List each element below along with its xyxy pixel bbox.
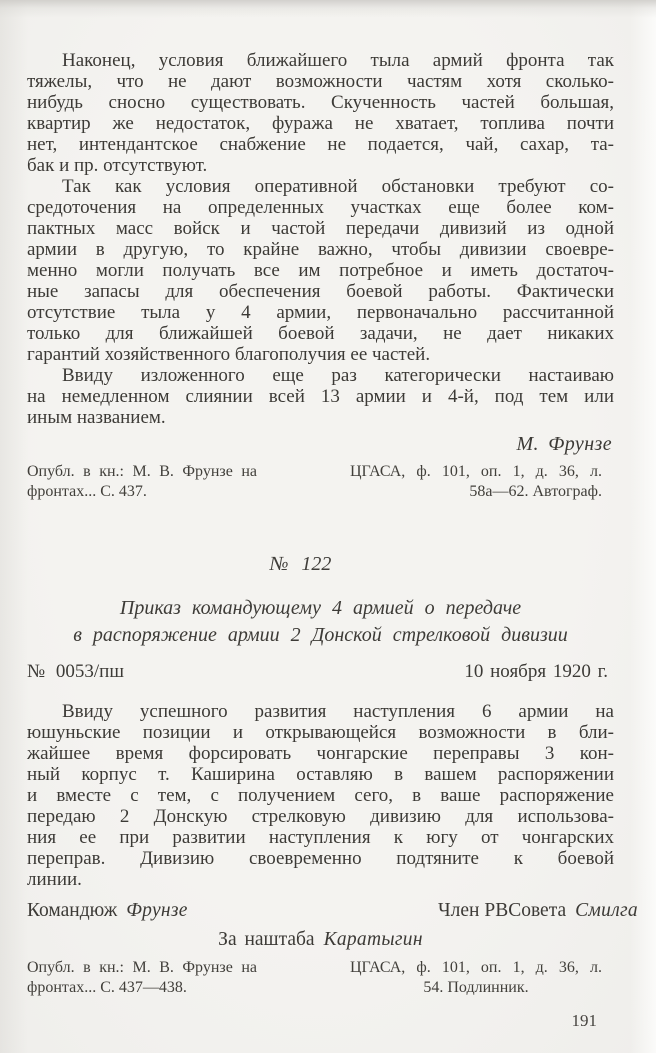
text-line: только для ближайшей боевой задачи, не дает никаких [27,323,614,344]
doc121-paragraph-3 [27,365,614,428]
text-line: передаю 2 Донскую стрелковую дивизию для использова- [27,806,614,827]
signature-name: Фрунзе [126,900,188,921]
text-line: переправ. Дивизию своевременно подтяните к боевой [27,848,614,869]
doc122-archive-reference [350,958,602,998]
signature-name: Каратыгин [323,929,423,950]
doc122-signature-center [27,929,614,951]
text-line: средоточения на определенных участках еще более ком- [27,197,614,218]
doc121-archive-reference [350,462,602,502]
doc122-signature-row [27,900,638,922]
doc122-signature-right [438,900,638,922]
text-line: Ввиду успешного развития наступления 6 армии на [62,701,614,722]
text-line: нет, интендантское снабжение не подается, чай, сахар, та- [27,134,614,155]
doc121-signature: М. Фрунзе [516,433,612,455]
doc121-source-note [27,462,614,502]
text-line: гарантий хозяйственного благополучия ее частей. [27,344,431,365]
text-line: ный корпус т. Каширина оставляю в вашем распоряжении [27,764,614,785]
text-line: Опубл. в кн.: М. В. Фрунзе на [27,463,257,480]
text-line: линии. [27,869,82,890]
text-line: иным названием. [27,407,166,428]
text-line: фронтах... С. 437—438. [27,979,187,996]
doc122-source-note [27,958,614,998]
text-line: бак и пр. отсутствуют. [27,155,208,176]
doc122-date: 10 ноября 1920 г. [464,661,608,682]
signature-role: Командюж [27,900,118,921]
text-line: ЦГАСА, ф. 101, оп. 1, д. 36, л. [350,959,602,976]
text-line: фронтах... С. 437. [27,483,147,500]
text-line: Так как условия оперативной обстановки требуют со- [62,176,614,197]
doc122-body-paragraph [27,701,614,890]
doc121-paragraph-2 [27,176,614,365]
doc122-ref-number: № 0053/пш [27,661,124,682]
doc122-title [27,595,614,649]
doc122-number-heading: № 122 [269,553,332,575]
text-line: в распоряжение армии 2 Донской стрелковой дивизии [73,624,568,646]
text-line: ные запасы для обеспечения боевой работы. Фактически [27,281,614,302]
doc121-publication-note [27,462,257,502]
text-line: и вместе с тем, с получением сего, в ваше распоряжение [27,785,614,806]
text-line: нибудь сносно существовать. Скученность частей большая, [27,92,614,113]
text-line: ния ее при развитии наступления к югу от чонгарских [27,827,614,848]
page-content [27,0,638,1030]
text-line: квартир же недостаток, фуража не хватает, топлива почти [27,113,614,134]
text-line: армии в другую, то крайне важно, чтобы дивизии своевре- [27,239,614,260]
signature-role: За наштаба [218,929,315,950]
text-line: Наконец, условия ближайшего тыла армий фронта так [62,50,614,71]
doc122-meta-row [27,661,614,683]
doc121-paragraph-1 [27,50,614,176]
text-line: Приказ командующему 4 армией о передаче [119,597,522,619]
text-line: тяжелы, что не дают возможности частям хотя сколько- [27,71,614,92]
signature-role: Член РВСовета [437,900,567,921]
text-line: жайшее время форсировать чонгарские переправы 3 кон- [27,743,614,764]
text-line: менно могли получать все им потребное и иметь достаточ- [27,260,614,281]
doc122-publication-note [27,958,257,998]
text-line: отсутствие тыла у 4 армии, первоначально рассчитанной [27,302,614,323]
signature-name: Смилга [575,900,638,921]
text-line: юшуньские позиции и открывающейся возможности в бли- [27,722,614,743]
text-line: ЦГАСА, ф. 101, оп. 1, д. 36, л. [350,463,602,480]
text-line: пактных масс войск и частой передачи дивизий из одной [27,218,614,239]
text-line: на немедленном слиянии всей 13 армии и 4-й, под тем или [27,386,614,407]
page-number: 191 [571,1011,597,1030]
doc122-signature-left [27,900,188,922]
text-line: 54. Подлинник. [423,979,529,996]
text-line: Опубл. в кн.: М. В. Фрунзе на [27,959,257,976]
text-line: 58а—62. Автограф. [469,483,602,500]
text-line: Ввиду изложенного еще раз категорически настаиваю [62,365,614,386]
